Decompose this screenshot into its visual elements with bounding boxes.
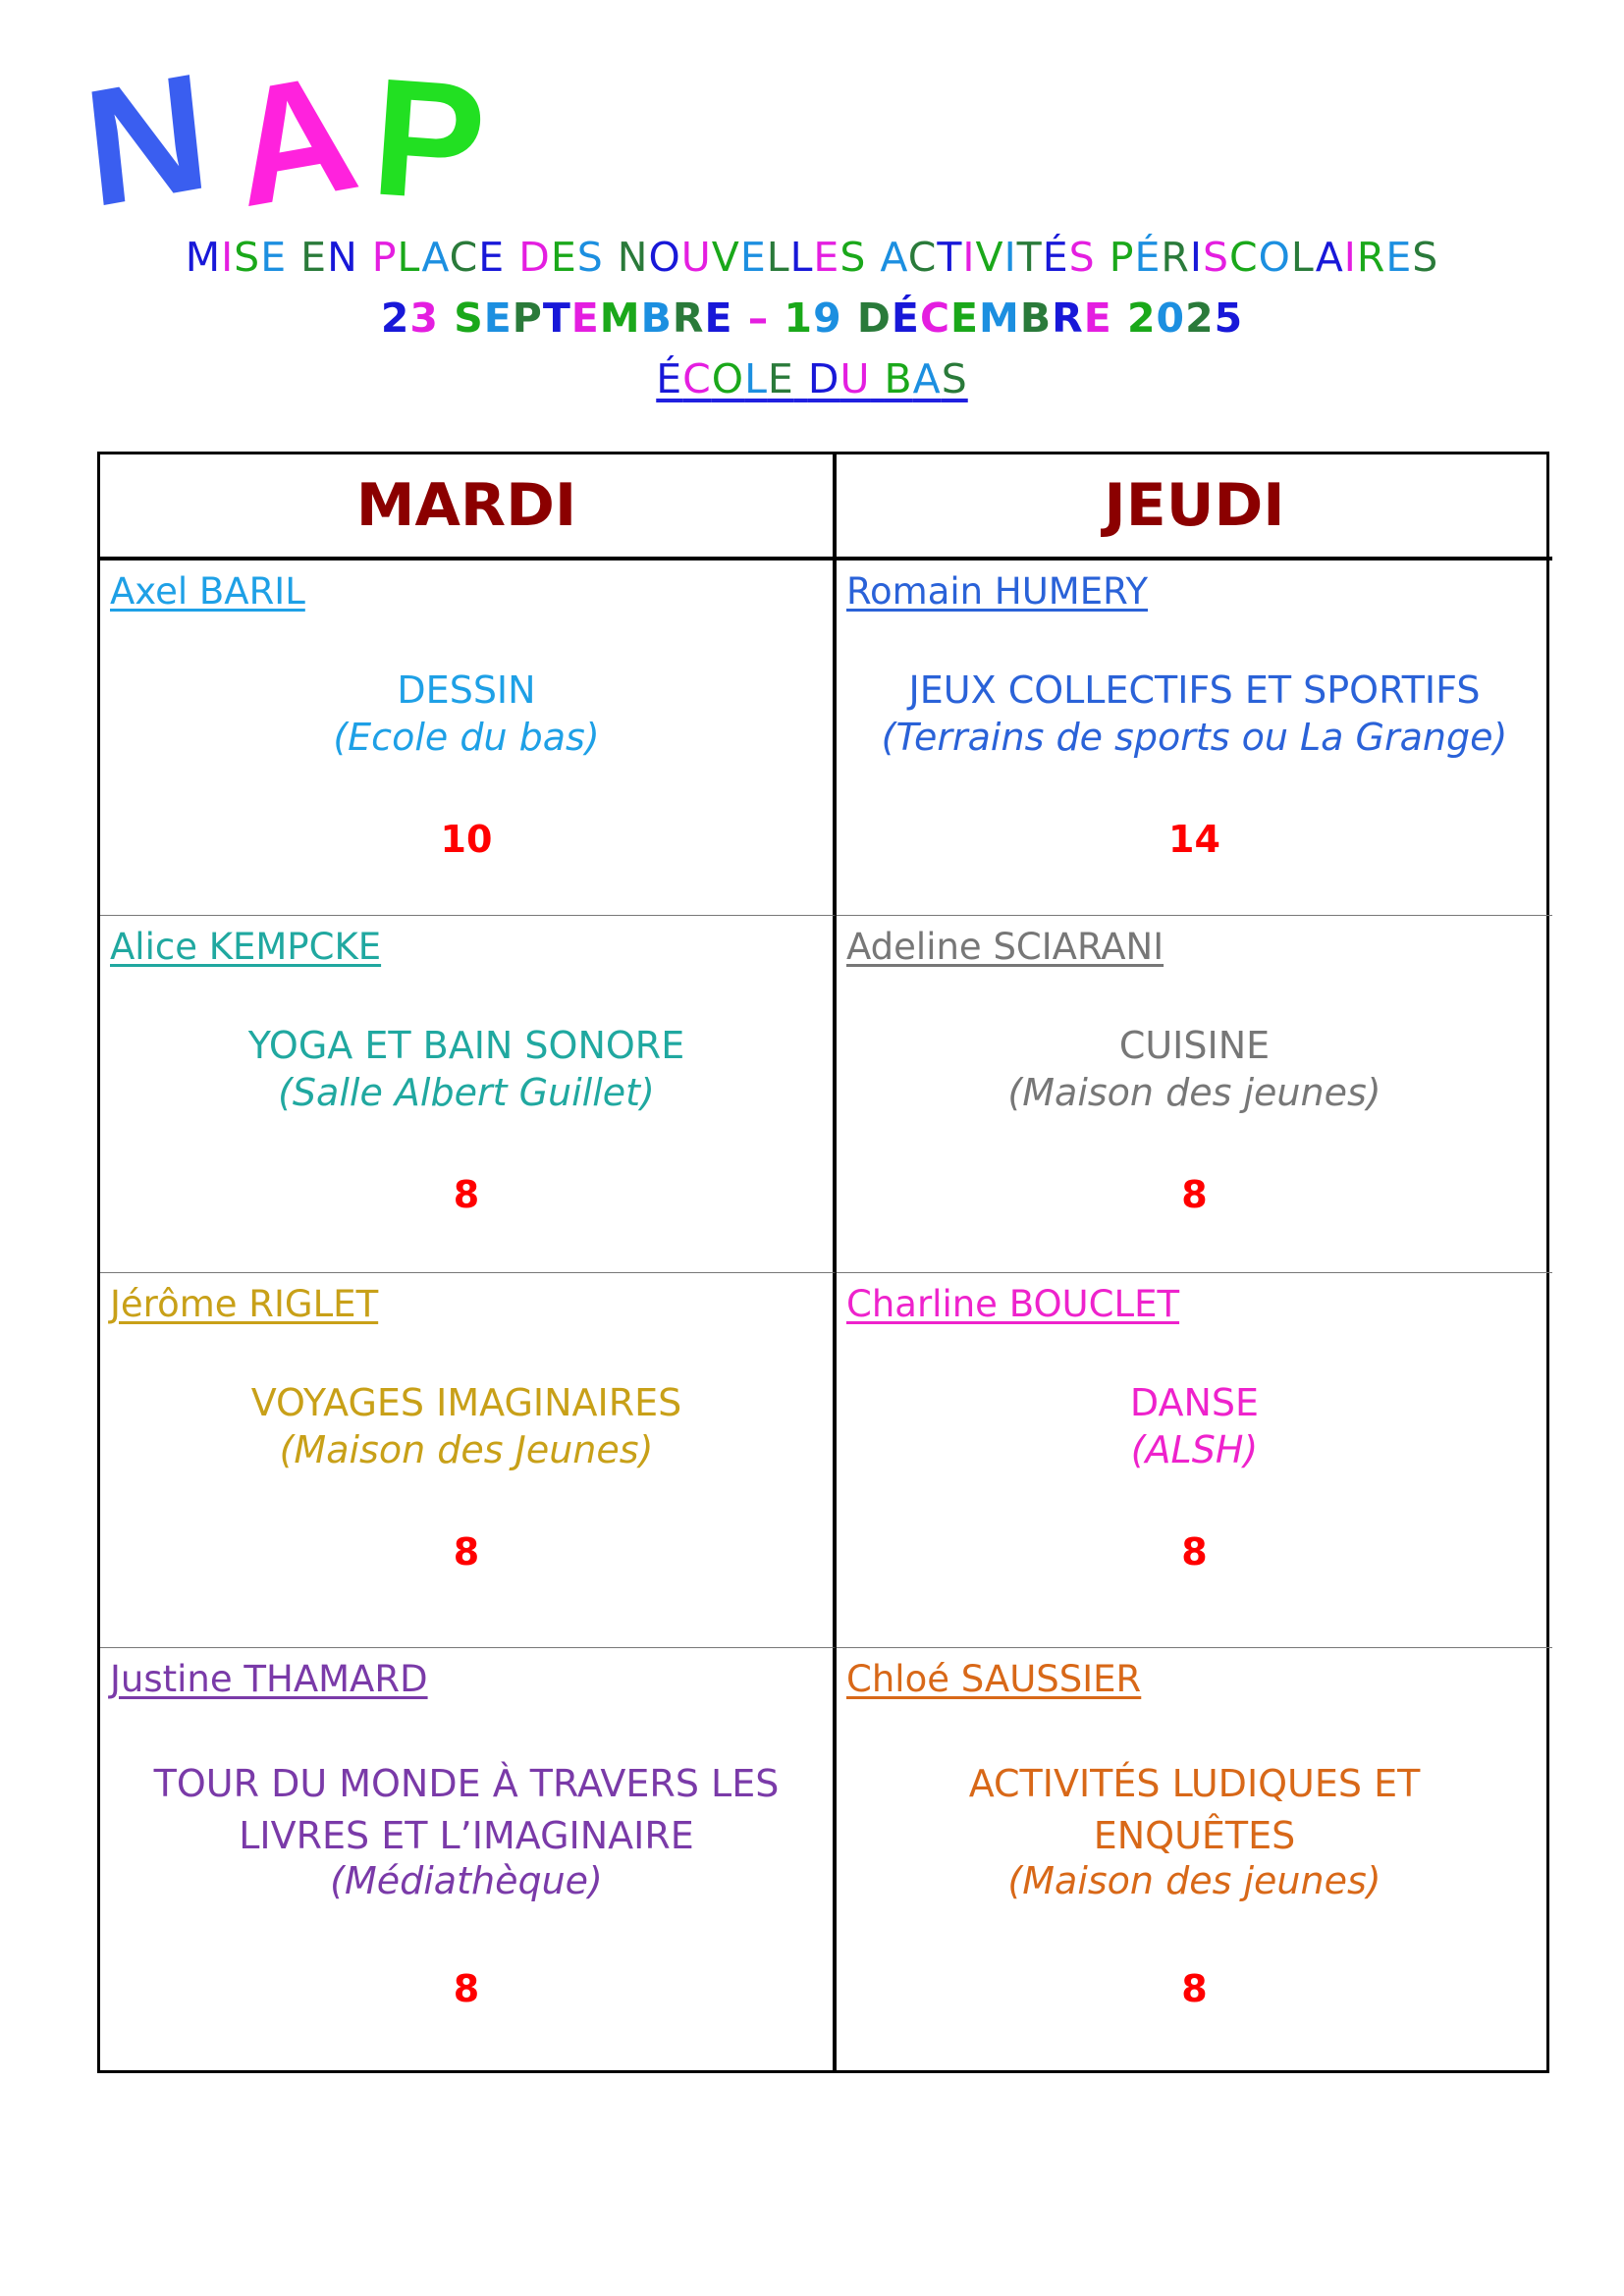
- animator-name: Adeline SCIARANI: [846, 926, 1164, 968]
- animator-name: Justine THAMARD: [110, 1658, 428, 1700]
- animator-name: Romain HUMERY: [846, 570, 1149, 613]
- activity-location: (Maison des jeunes): [1007, 1071, 1381, 1114]
- activity-location: (Salle Albert Guillet): [278, 1071, 655, 1114]
- participant-count: 8: [453, 1530, 480, 1574]
- activity-location: (Ecole du bas): [333, 716, 600, 759]
- activity-title: YOGA ET BAIN SONORE: [247, 1024, 685, 1067]
- activity-title: CUISINE: [1118, 1024, 1271, 1067]
- participant-count: 10: [440, 818, 493, 861]
- activity-location: (Maison des jeunes): [1007, 1859, 1381, 1902]
- activity-title: DANSE: [1129, 1381, 1260, 1424]
- participant-count: 8: [1181, 1530, 1208, 1574]
- activity-location: (ALSH): [1130, 1428, 1259, 1471]
- activity-cell: [837, 916, 1552, 1273]
- activity-cell: [837, 561, 1552, 916]
- schedule-table: [97, 452, 1549, 2073]
- participant-count: 8: [1181, 1967, 1208, 2010]
- logo-letter-a: A: [218, 37, 370, 243]
- activity-location: (Terrains de sports ou La Grange): [881, 716, 1508, 759]
- activity-location: (Médiathèque): [330, 1859, 603, 1902]
- day-header-jeudi: JEUDI: [837, 454, 1552, 561]
- animator-name: Axel BARIL: [110, 570, 305, 613]
- activity-title: TOUR DU MONDE À TRAVERS LES LIVRES ET L’IMAGINAIRE: [153, 1762, 780, 1857]
- animator-name: Charline BOUCLET: [846, 1283, 1180, 1325]
- animator-name: Chloé SAUSSIER: [846, 1658, 1142, 1700]
- day-header-mardi: MARDI: [100, 454, 837, 561]
- activity-cell: [100, 1273, 837, 1648]
- activity-cell: [837, 1273, 1552, 1648]
- activity-title: JEUX COLLECTIFS ET SPORTIFS: [908, 668, 1481, 712]
- activity-cell: [837, 1648, 1552, 2070]
- activity-cell: [100, 916, 837, 1273]
- activity-title: DESSIN: [397, 668, 536, 712]
- participant-count: 8: [453, 1967, 480, 2010]
- participant-count: 14: [1168, 818, 1220, 861]
- logo-letter-n: N: [77, 37, 217, 243]
- activity-location: (Maison des Jeunes): [279, 1428, 654, 1471]
- logo-letter-p: P: [366, 43, 491, 238]
- activity-cell: [100, 561, 837, 916]
- participant-count: 8: [453, 1173, 480, 1216]
- title-line-1: MISE EN PLACE DES NOUVELLES ACTIVITÉS PÉRISCOLAIRES: [185, 234, 1439, 281]
- animator-name: Jérôme RIGLET: [110, 1283, 379, 1325]
- participant-count: 8: [1181, 1173, 1208, 1216]
- activity-title: ACTIVITÉS LUDIQUES ET ENQUÊTES: [968, 1762, 1421, 1857]
- activity-cell: [100, 1648, 837, 2070]
- activity-title: VOYAGES IMAGINAIRES: [250, 1381, 682, 1424]
- animator-name: Alice KEMPCKE: [110, 926, 382, 968]
- title-school: ÉCOLE DU BAS: [656, 355, 968, 402]
- title-dates: 23 SEPTEMBRE – 19 DÉCEMBRE 2025: [380, 294, 1244, 342]
